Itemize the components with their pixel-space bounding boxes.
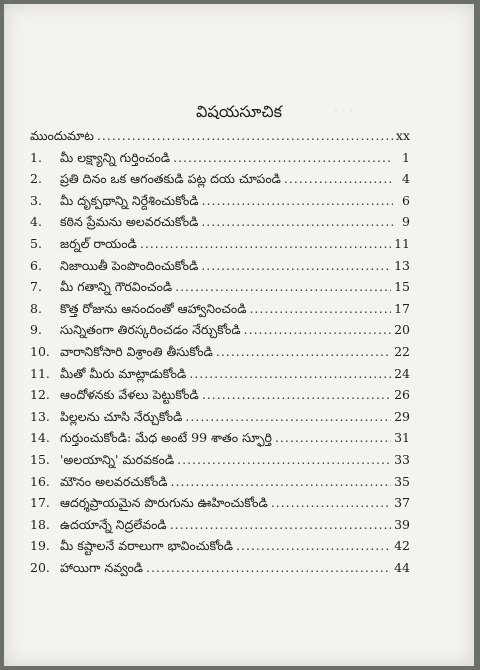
entry-number: 2. — [30, 171, 42, 187]
entry-number: 20. — [30, 559, 50, 575]
toc-entry — [30, 538, 410, 560]
entry-title: గుర్తుంచుకోండి: మేధ అంటే 99 శాతం స్ఫూర్తి — [60, 430, 272, 446]
entry-title: మీ లక్ష్యాన్ని గుర్తించండి — [60, 149, 171, 165]
entry-title: కొత్త రోజును ఆనందంతో ఆహ్వానించండి — [60, 300, 247, 316]
entry-number: 13. — [30, 408, 50, 424]
dot-leader — [201, 214, 393, 229]
entry-page-number: 29 — [394, 408, 410, 424]
entry-title: మీ దృక్పథాన్ని నిర్దేశించుకోండి — [60, 192, 199, 208]
entry-title: జర్నల్ రాయండి — [60, 235, 137, 251]
entry-page-number: 4 — [402, 171, 410, 187]
entry-number: 17. — [30, 495, 50, 511]
dot-leader — [177, 452, 391, 467]
entry-number: 9. — [30, 322, 42, 338]
entry-page-number: 35 — [394, 473, 410, 489]
entry-page-number: 39 — [394, 516, 410, 532]
entry-page-number: 33 — [394, 451, 410, 467]
toc-entry — [30, 193, 410, 215]
toc-entry — [30, 236, 410, 258]
entry-number: 8. — [30, 300, 42, 316]
entry-page-number: 37 — [394, 495, 410, 511]
toc-entry — [30, 258, 410, 280]
entry-number: 6. — [30, 257, 42, 273]
entry-page-number: 6 — [402, 192, 410, 208]
entry-page-number: 26 — [394, 387, 410, 403]
toc-entry — [30, 171, 410, 193]
entry-number: 7. — [30, 279, 42, 295]
dot-leader — [275, 430, 391, 445]
table-of-contents — [30, 128, 410, 581]
toc-entry — [30, 517, 410, 539]
entry-page-number: 44 — [394, 559, 410, 575]
entry-number: 19. — [30, 538, 50, 554]
toc-entry — [30, 322, 410, 344]
toc-entry — [30, 214, 410, 236]
book-page — [4, 4, 474, 666]
dot-leader — [189, 366, 391, 381]
entry-number: 18. — [30, 516, 50, 532]
entry-number: 5. — [30, 235, 42, 251]
entry-title: మీ కష్టాలనే వరాలుగా భావించుకోండి — [60, 538, 234, 554]
entry-page-number: 24 — [394, 365, 410, 381]
entry-number: 16. — [30, 473, 50, 489]
entry-number: 1. — [30, 149, 42, 165]
entry-page-number: 31 — [394, 430, 410, 446]
toc-entry — [30, 474, 410, 496]
entry-page-number: xx — [395, 128, 410, 143]
dot-leader — [244, 322, 391, 337]
entry-title: ప్రతి దినం ఒక ఆగంతకుడి పట్ల దయ చూపండి — [60, 171, 281, 187]
entry-title: ఆందోళనకు వేళలు పెట్టుకోండి — [60, 387, 199, 403]
toc-entry — [30, 279, 410, 301]
dot-leader — [236, 538, 391, 553]
toc-entry — [30, 301, 410, 323]
entry-number: 12. — [30, 387, 50, 403]
entry-page-number: 15 — [394, 279, 410, 295]
toc-entry — [30, 344, 410, 366]
entry-title: హాయిగా నవ్వండి — [60, 559, 144, 575]
dot-leader — [284, 171, 393, 186]
toc-heading: విషయసూచిక — [196, 102, 282, 121]
entry-title: మీ గతాన్ని గౌరవించండి — [60, 279, 173, 295]
toc-entry — [30, 452, 410, 474]
dot-leader — [97, 128, 393, 143]
entry-page-number: 22 — [394, 343, 410, 359]
toc-entry — [30, 495, 410, 517]
dot-leader — [202, 193, 393, 208]
entry-title: ఉదయాన్నే నిద్రలేవండి — [60, 516, 167, 532]
entry-page-number: 17 — [394, 300, 410, 316]
dot-leader — [175, 279, 391, 294]
toc-entry — [30, 430, 410, 452]
entry-page-number: 20 — [394, 322, 410, 338]
entry-number: 3. — [30, 192, 42, 208]
entry-number: 10. — [30, 343, 50, 359]
entry-title: ఆదర్శప్రాయమైన పొరుగును ఊహించుకోండి — [60, 495, 268, 511]
dot-leader — [249, 301, 391, 316]
dot-leader — [140, 236, 391, 251]
entry-number: 14. — [30, 430, 50, 446]
dot-leader — [170, 517, 391, 532]
entry-title: ముందుమాట — [30, 128, 94, 143]
toc-entry — [30, 366, 410, 388]
dot-leader — [185, 409, 391, 424]
entry-title: నిజాయితీ పెంపొందించుకోండి — [60, 257, 199, 273]
dot-leader — [271, 495, 391, 510]
toc-entry — [30, 128, 410, 150]
entry-page-number: 42 — [394, 538, 410, 554]
dot-leader — [201, 258, 391, 273]
toc-entry — [30, 409, 410, 431]
dot-leader — [202, 387, 391, 402]
dot-leader — [146, 560, 391, 575]
entry-title: కఠిన ప్రేమను అలవరచుకోండి — [60, 214, 199, 230]
bleed-through-text: · · · — [334, 104, 354, 118]
dot-leader — [173, 150, 393, 165]
toc-entry — [30, 387, 410, 409]
toc-entry — [30, 150, 410, 172]
entry-page-number: 1 — [402, 149, 410, 165]
entry-title: మీతో మీరు మాట్లాడుకోండి — [60, 365, 187, 381]
entry-page-number: 13 — [394, 257, 410, 273]
toc-entry — [30, 560, 410, 582]
entry-number: 4. — [30, 214, 42, 230]
entry-title: 'అలయాన్ని' మరవకండి — [60, 451, 175, 467]
entry-title: పిల్లలను చూసి నేర్చుకోండి — [60, 408, 183, 424]
dot-leader — [171, 474, 392, 489]
entry-page-number: 11 — [394, 235, 410, 251]
entry-title: సున్నితంగా తిరస్కరించడం నేర్చుకోండి — [60, 322, 241, 338]
entry-title: వారానికోసారి విశ్రాంతి తీసుకోండి — [60, 343, 213, 359]
entry-number: 11. — [30, 365, 50, 381]
entry-number: 15. — [30, 451, 50, 467]
entry-page-number: 9 — [402, 214, 410, 230]
dot-leader — [216, 344, 391, 359]
entry-title: మౌనం అలవరచుకోండి — [60, 473, 168, 489]
